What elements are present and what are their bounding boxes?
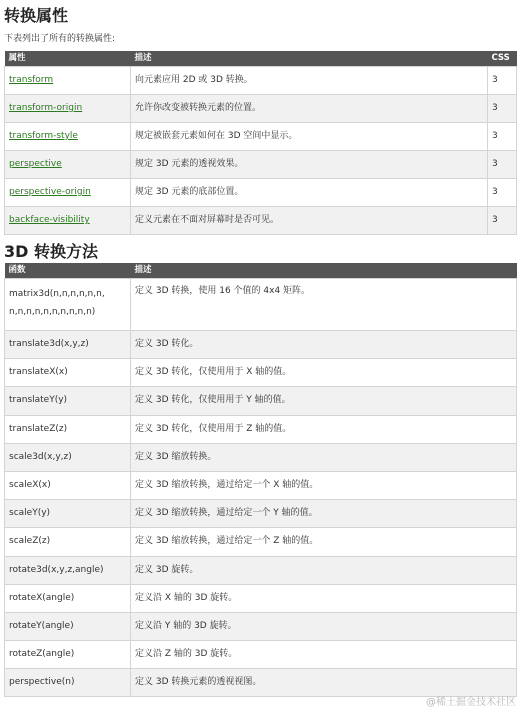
- function-cell: rotateZ(angle): [5, 641, 131, 669]
- property-cell: [5, 179, 131, 207]
- description-cell: 定义 3D 转化。: [131, 331, 517, 359]
- property-link-transform-origin[interactable]: transform-origin: [9, 103, 83, 113]
- table-row: [5, 471, 517, 499]
- transform-properties-table: [4, 51, 517, 235]
- function-cell: translate3d(x,y,z): [5, 331, 131, 359]
- function-cell: translateX(x): [5, 359, 131, 387]
- table-row: [5, 584, 517, 612]
- props-intro-text: 下表列出了所有的转换属性:: [4, 34, 116, 44]
- description-cell: 规定 3D 元素的透视效果。: [131, 151, 488, 179]
- function-cell: translateY(y): [5, 387, 131, 415]
- table-row: [5, 123, 517, 151]
- function-name: matrix3d(n,n,n,n,n,n,: [9, 289, 105, 299]
- description-cell: 定义元素在不面对屏幕时是否可见。: [131, 207, 488, 235]
- description-cell: 定义 3D 转化，仅使用用于 X 轴的值。: [131, 359, 517, 387]
- description-cell: 规定被嵌套元素如何在 3D 空间中显示。: [131, 123, 488, 151]
- table-row: [5, 415, 517, 443]
- transform-methods-table: [4, 263, 517, 697]
- css-version-cell: 3: [488, 67, 517, 95]
- description-cell: 定义 3D 转化，仅使用用于 Z 轴的值。: [131, 415, 517, 443]
- function-cell: scaleZ(z): [5, 528, 131, 556]
- description-cell: 定义沿 X 轴的 3D 旋转。: [131, 584, 517, 612]
- table-row: [5, 179, 517, 207]
- methods-section-title: 3D 转换方法: [4, 242, 98, 261]
- description-cell: 定义 3D 转换元素的透视视图。: [131, 669, 517, 697]
- column-header-description: 描述: [131, 263, 517, 279]
- table-row: [5, 279, 517, 331]
- description-cell: 定义 3D 转换，使用 16 个值的 4x4 矩阵。: [131, 279, 517, 331]
- table-row: [5, 387, 517, 415]
- property-link-transform[interactable]: transform: [9, 75, 54, 85]
- function-cell: scale3d(x,y,z): [5, 443, 131, 471]
- css-version-cell: 3: [488, 151, 517, 179]
- table-row: [5, 612, 517, 640]
- table-row: [5, 641, 517, 669]
- property-cell: [5, 67, 131, 95]
- table-row: [5, 207, 517, 235]
- table-row: [5, 500, 517, 528]
- column-header-css: CSS: [488, 51, 517, 67]
- function-cell: rotateY(angle): [5, 612, 131, 640]
- property-cell: [5, 207, 131, 235]
- description-cell: 定义 3D 缩放转换。: [131, 443, 517, 471]
- description-cell: 允许你改变被转换元素的位置。: [131, 95, 488, 123]
- function-cell: perspective(n): [5, 669, 131, 697]
- table-row: [5, 67, 517, 95]
- table-row: [5, 95, 517, 123]
- table-row: [5, 556, 517, 584]
- function-cell: scaleX(x): [5, 471, 131, 499]
- property-cell: [5, 123, 131, 151]
- table-row: [5, 443, 517, 471]
- description-cell: 定义 3D 缩放转换，通过给定一个 Y 轴的值。: [131, 500, 517, 528]
- table-row: [5, 359, 517, 387]
- function-cell: translateZ(z): [5, 415, 131, 443]
- table-row: [5, 331, 517, 359]
- description-cell: 定义 3D 转化，仅使用用于 Y 轴的值。: [131, 387, 517, 415]
- function-cell: scaleY(y): [5, 500, 131, 528]
- description-cell: 定义 3D 缩放转换，通过给定一个 X 轴的值。: [131, 471, 517, 499]
- column-header-function: 函数: [5, 263, 131, 279]
- table-header-row: [5, 51, 517, 67]
- description-cell: 定义沿 Y 轴的 3D 旋转。: [131, 612, 517, 640]
- property-link-backface-visibility[interactable]: backface-visibility: [9, 215, 90, 225]
- css-version-cell: 3: [488, 179, 517, 207]
- property-cell: [5, 151, 131, 179]
- property-link-perspective[interactable]: perspective: [9, 159, 62, 169]
- css-version-cell: 3: [488, 207, 517, 235]
- description-cell: 规定 3D 元素的底部位置。: [131, 179, 488, 207]
- table-row: [5, 151, 517, 179]
- css-version-cell: 3: [488, 95, 517, 123]
- column-header-description: 描述: [131, 51, 488, 67]
- function-name-continued: n,n,n,n,n,n,n,n,n,n): [9, 307, 96, 317]
- table-header-row: [5, 263, 517, 279]
- props-section-title: 转换属性: [4, 6, 69, 25]
- property-cell: [5, 95, 131, 123]
- watermark: @稀土掘金技术社区: [426, 697, 516, 708]
- description-cell: 定义沿 Z 轴的 3D 旋转。: [131, 641, 517, 669]
- property-link-transform-style[interactable]: transform-style: [9, 131, 78, 141]
- table-row: [5, 528, 517, 556]
- function-cell: rotateX(angle): [5, 584, 131, 612]
- description-cell: 向元素应用 2D 或 3D 转换。: [131, 67, 488, 95]
- column-header-property: 属性: [5, 51, 131, 67]
- function-cell: rotate3d(x,y,z,angle): [5, 556, 131, 584]
- css-version-cell: 3: [488, 123, 517, 151]
- property-link-perspective-origin[interactable]: perspective-origin: [9, 187, 91, 197]
- function-cell: [5, 279, 131, 331]
- description-cell: 定义 3D 旋转。: [131, 556, 517, 584]
- description-cell: 定义 3D 缩放转换，通过给定一个 Z 轴的值。: [131, 528, 517, 556]
